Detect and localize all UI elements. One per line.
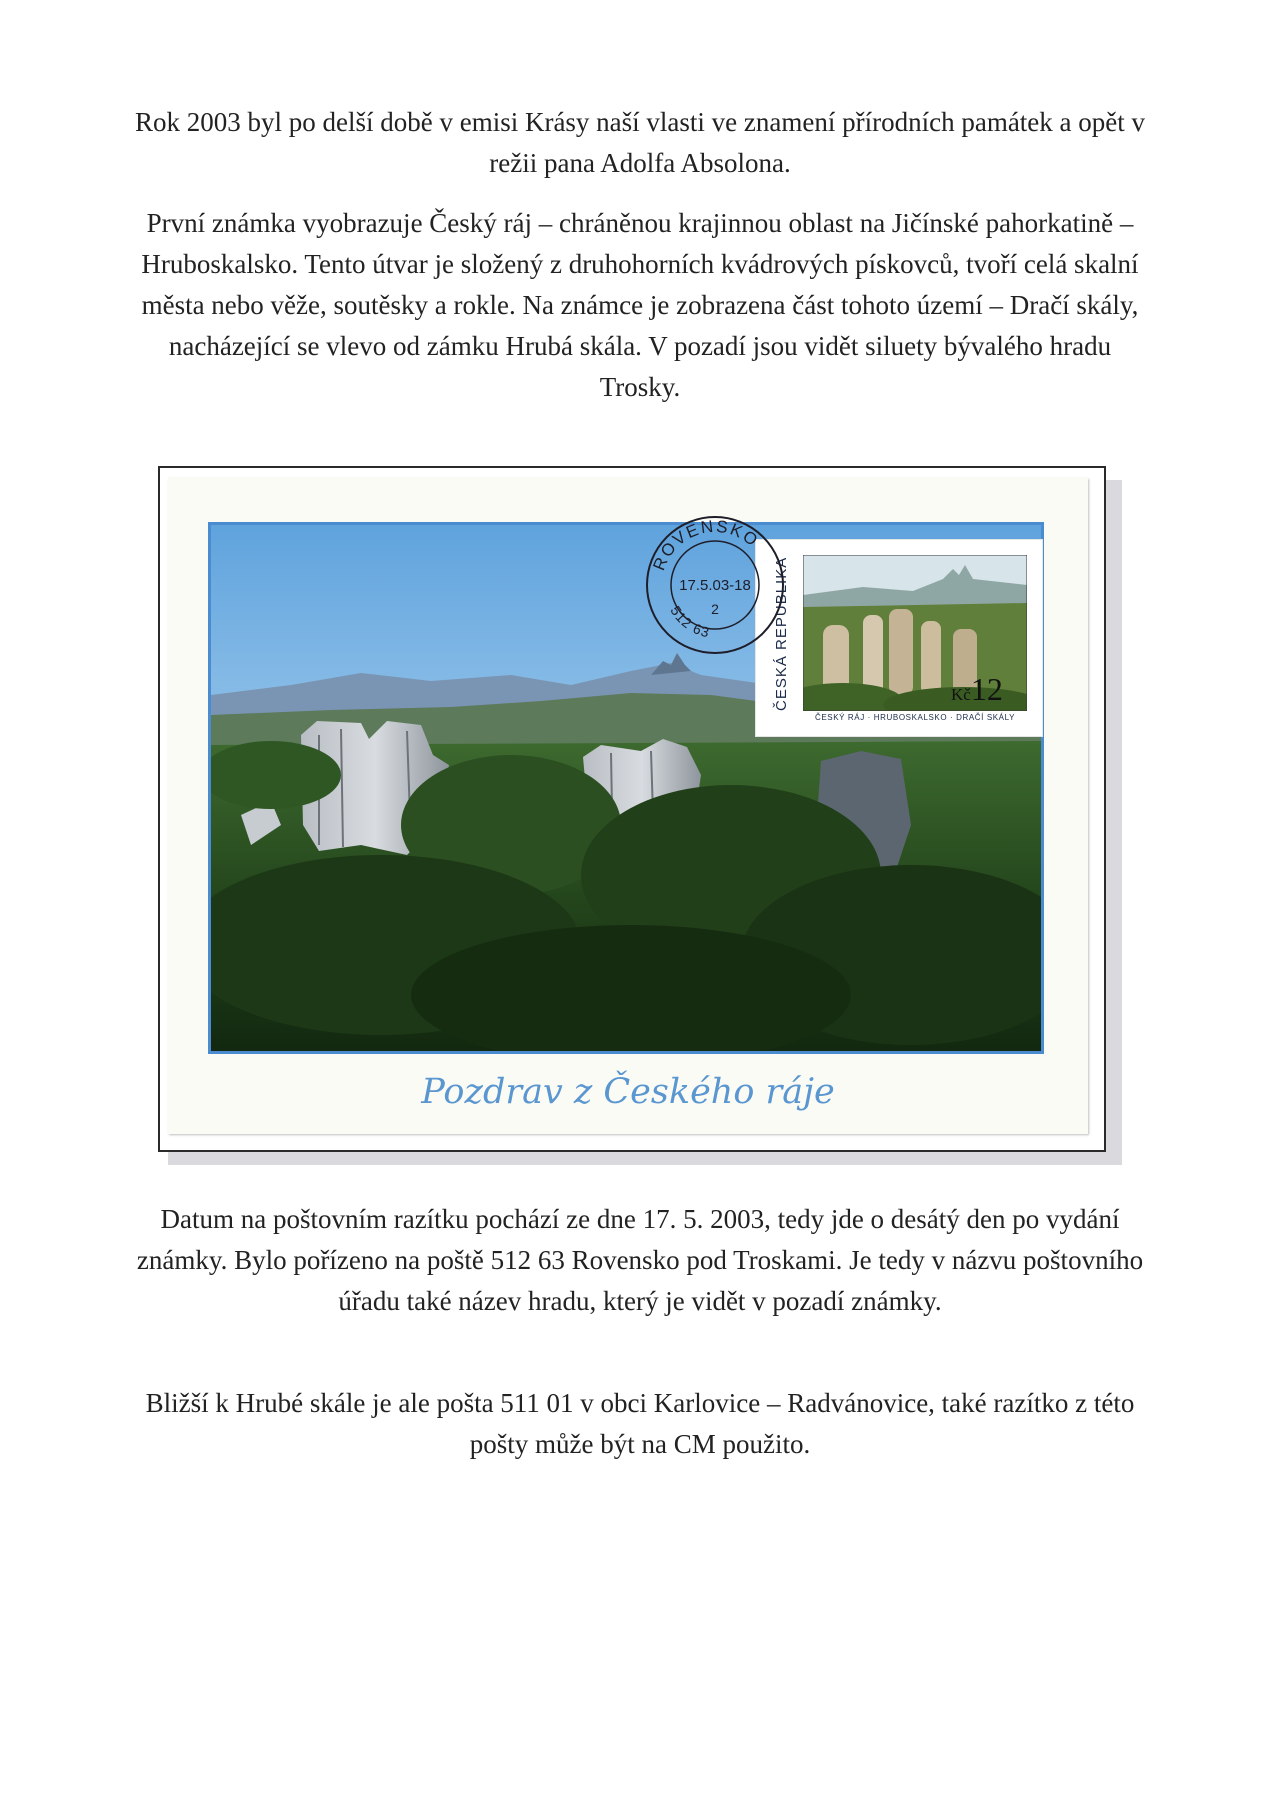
stamp-caption: ČESKÝ RÁJ · HRUBOSKALSKO · DRAČÍ SKÁLY — [814, 713, 1016, 722]
stamp-country: ČESKÁ REPUBLIKA — [773, 556, 790, 711]
alternative-post-office-paragraph: Bližší k Hrubé skále je ale pošta 511 01 v obci Karlovice – Radvánovice, také razítko z této pošty může být na CM použito. — [145, 1388, 1135, 1459]
greeting-text: Pozdrav z Českého ráje — [421, 1072, 835, 1112]
postage-stamp — [756, 540, 1042, 736]
stamp-currency: Kč — [951, 685, 971, 704]
postmark-counter: 2 — [711, 601, 719, 617]
postmark — [640, 510, 790, 660]
stamp-description-paragraph: První známka vyobrazuje Český ráj – chráněnou krajinnou oblast na Jičínské pahorkatině – Hruboskalsko. Tento útvar je složený z druhohorních kvádrových pískovců, tvoří celá skalní města nebo věže, soutěsky a rokle. Na známce je zobrazena část tohoto území – Dračí skály, nacházející se vlevo od zámku Hrubá skála. V pozadí jsou vidět siluety bývalého hradu Trosky. — [141, 208, 1139, 402]
intro-paragraph: Rok 2003 byl po delší době v emisi Krásy naší vlasti ve znamení přírodních památek a opět v režii pana Adolfa Absolona. — [134, 107, 1146, 178]
postmark-postcode: 512 63 — [667, 602, 712, 641]
stamp-amount: 12 — [970, 671, 1003, 707]
postmark-date: 17.5.03-18 — [679, 577, 751, 594]
postmark-town: ROVENSKO — [649, 516, 763, 574]
stamp-value — [951, 671, 1003, 708]
postmark-note-paragraph: Datum na poštovním razítku pochází ze dne 17. 5. 2003, tedy jde o desátý den po vydání známky. Bylo pořízeno na poště 512 63 Rovensko pod Troskami. Je tedy v názvu poštovního úřadu také název hradu, který je vidět v pozadí známky. — [136, 1204, 1144, 1316]
